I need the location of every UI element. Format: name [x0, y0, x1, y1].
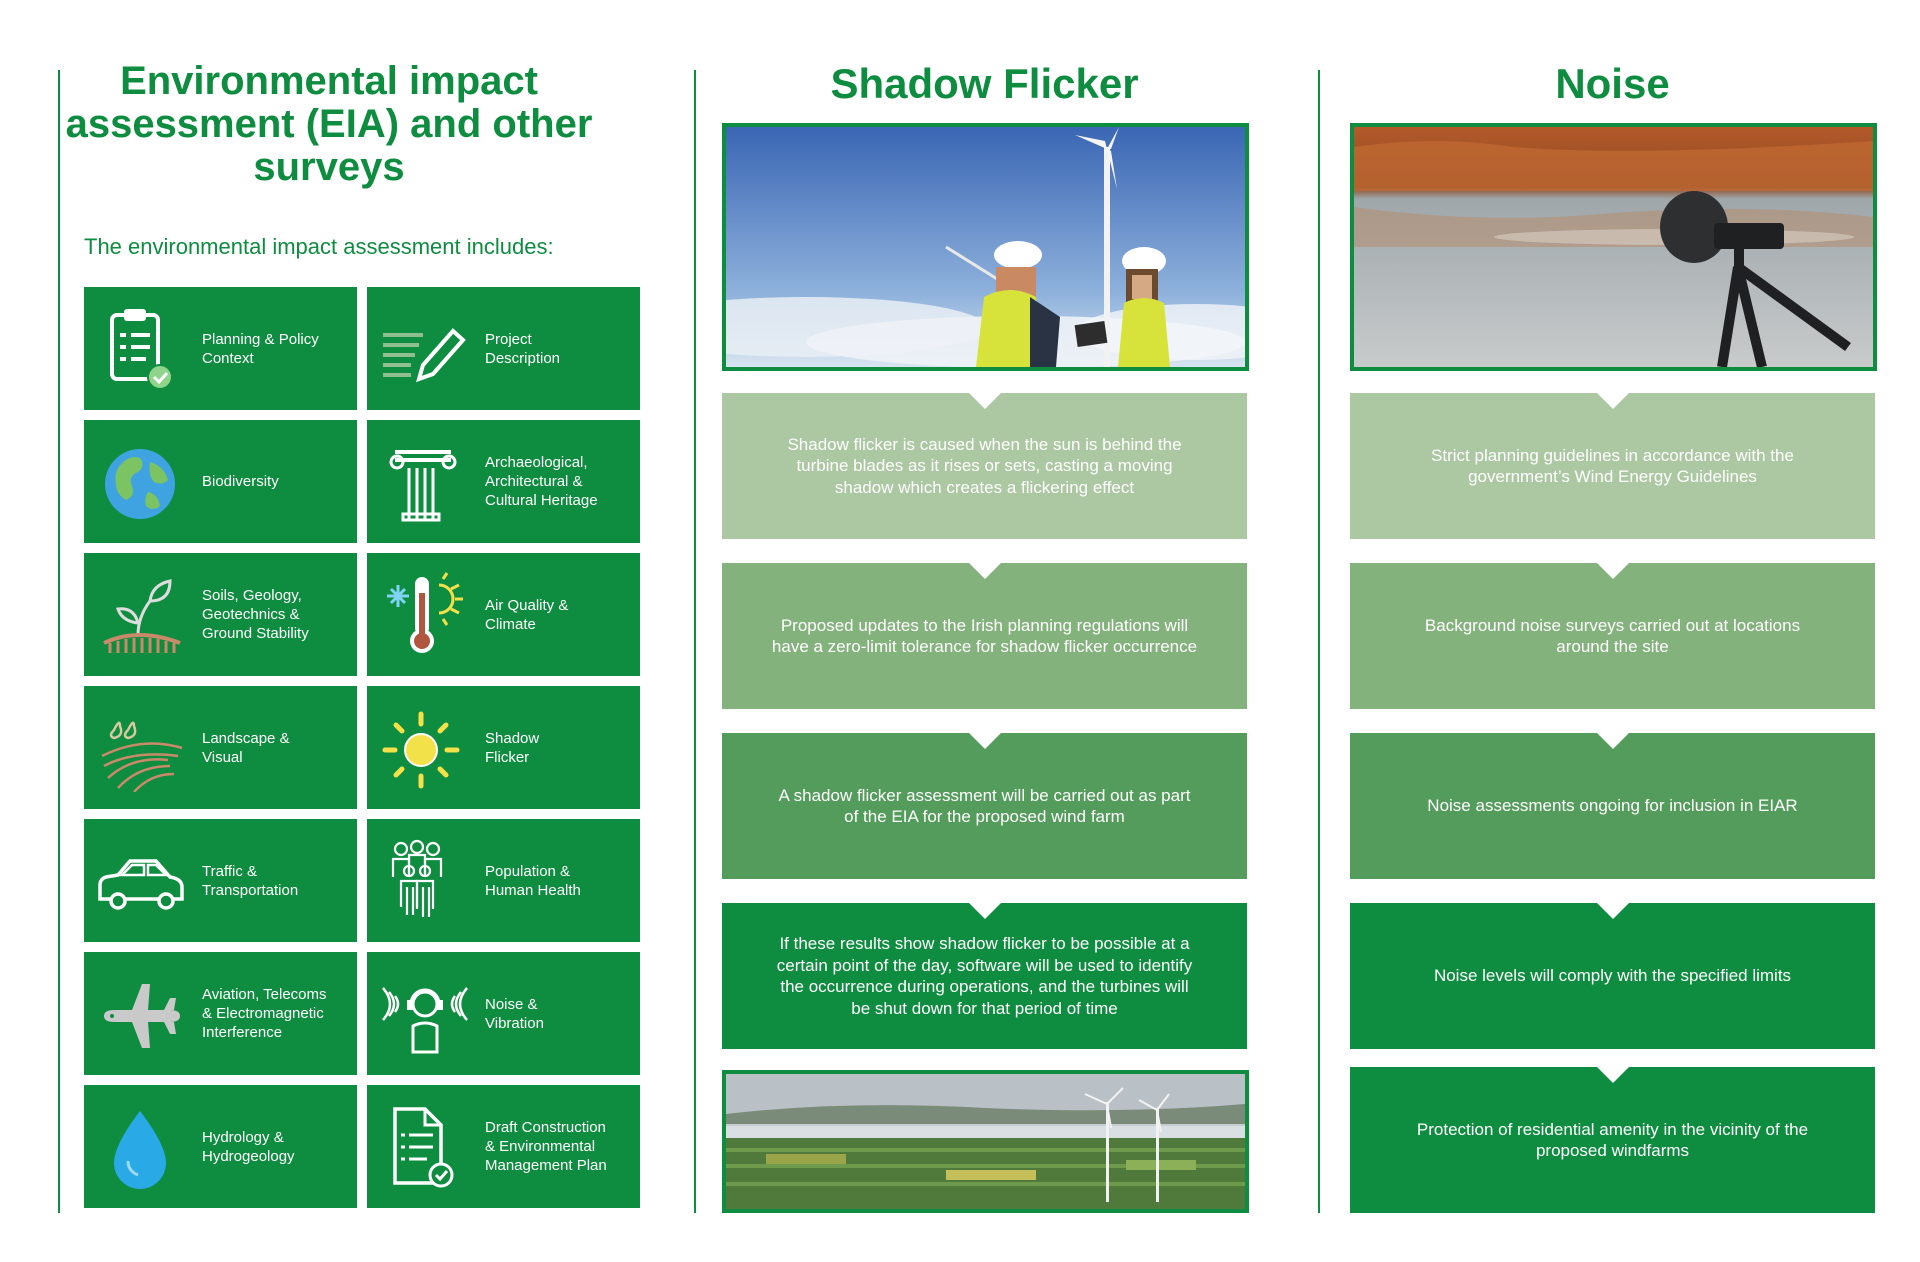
noise-title: Noise [1555, 60, 1670, 107]
topic-air-quality [367, 553, 640, 676]
shadow-info-box [722, 733, 1247, 879]
column-divider [58, 70, 60, 1213]
wind-farm-landscape-photo [722, 1070, 1249, 1213]
topic-population [367, 819, 640, 942]
topic-planning-policy [84, 287, 357, 410]
shadow-flicker-title: Shadow Flicker [830, 60, 1139, 107]
topic-label: Planning & Policy Context [202, 330, 319, 367]
noise-info-text: Background noise surveys carried out at locations around the site [1424, 615, 1801, 656]
engineers-wind-turbine-photo [722, 123, 1249, 371]
topic-label: Noise & Vibration [485, 995, 544, 1032]
topic-label: Population & Human Health [485, 862, 581, 899]
car-icon [98, 837, 186, 925]
topic-noise-vibration [367, 952, 640, 1075]
topic-label: Air Quality & Climate [485, 596, 569, 633]
thermometer-icon [381, 571, 469, 659]
sun-icon [381, 704, 469, 792]
headset-person-icon [381, 970, 469, 1058]
eia-intro: The environmental impact assessment includes: [84, 234, 554, 259]
topic-label: Landscape & Visual [202, 729, 290, 766]
topic-label: Archaeological, Architectural & Cultural Heritage [485, 454, 598, 509]
topic-hydrology [84, 1085, 357, 1208]
noise-info-text: Protection of residential amenity in the vicinity of the proposed windfarms [1416, 1119, 1809, 1160]
shadow-info-text: A shadow flicker assessment will be carried out as part of the EIA for the proposed wind farm [778, 785, 1191, 826]
noise-info-box [1350, 393, 1875, 539]
column-divider [694, 70, 696, 1213]
noise-info-text: Noise levels will comply with the specified limits [1433, 966, 1792, 986]
shadow-info-box [722, 903, 1247, 1049]
topic-label: Draft Construction & Environmental Management Plan [485, 1119, 607, 1174]
topic-label: Aviation, Telecoms & Electromagnetic Interference [202, 986, 327, 1041]
topic-landscape [84, 686, 357, 809]
airplane-icon [98, 970, 186, 1058]
shadow-info-text: Proposed updates to the Irish planning regulations will have a zero-limit tolerance for shadow flicker occurrence [771, 615, 1198, 656]
noise-info-box [1350, 903, 1875, 1049]
topic-label: Biodiversity [202, 473, 279, 490]
clipboard-check-icon [98, 305, 186, 393]
topic-label: Shadow Flicker [485, 729, 540, 766]
topic-soils [84, 553, 357, 676]
topic-heritage [367, 420, 640, 543]
noise-info-text: Strict planning guidelines in accordance with the government’s Wind Energy Guidelines [1431, 445, 1794, 486]
noise-info-text: Noise assessments ongoing for inclusion in EIAR [1427, 796, 1798, 816]
globe-icon [98, 438, 186, 526]
water-drop-icon [98, 1103, 186, 1191]
topic-label: Hydrology & Hydrogeology [202, 1128, 295, 1165]
column-icon [381, 438, 469, 526]
shadow-info-box [722, 393, 1247, 539]
shadow-info-box [722, 563, 1247, 709]
topic-construction-plan [367, 1085, 640, 1208]
topic-label: Traffic & Transportation [202, 862, 299, 899]
noise-info-box [1350, 1067, 1875, 1213]
noise-info-box [1350, 563, 1875, 709]
shadow-info-text: Shadow flicker is caused when the sun is behind the turbine blades as it rises or sets, casting a moving shadow which creates a flickering effect [787, 434, 1182, 497]
topic-label: Project Description [485, 330, 561, 367]
topic-label: Soils, Geology, Geotechnics & Ground Stability [202, 587, 309, 642]
column-divider [1318, 70, 1320, 1213]
topic-biodiversity [84, 420, 357, 543]
topic-project-description [367, 287, 640, 410]
landscape-icon [98, 704, 186, 792]
noise-info-box [1350, 733, 1875, 879]
topic-shadow-flicker [367, 686, 640, 809]
topic-traffic [84, 819, 357, 942]
eia-title: Environmental impact assessment (EIA) and other surveys [65, 59, 593, 189]
sprout-icon [98, 571, 186, 659]
people-icon [381, 837, 469, 925]
document-pen-icon [381, 305, 469, 393]
shadow-info-text: If these results show shadow flicker to be possible at a certain point of the day, software will be used to identify the occurrence during operations, and the turbines will be shut down for that period of time [776, 934, 1193, 1018]
noise-microphone-lake-photo [1350, 123, 1877, 371]
topic-aviation [84, 952, 357, 1075]
document-check-icon [381, 1103, 469, 1191]
